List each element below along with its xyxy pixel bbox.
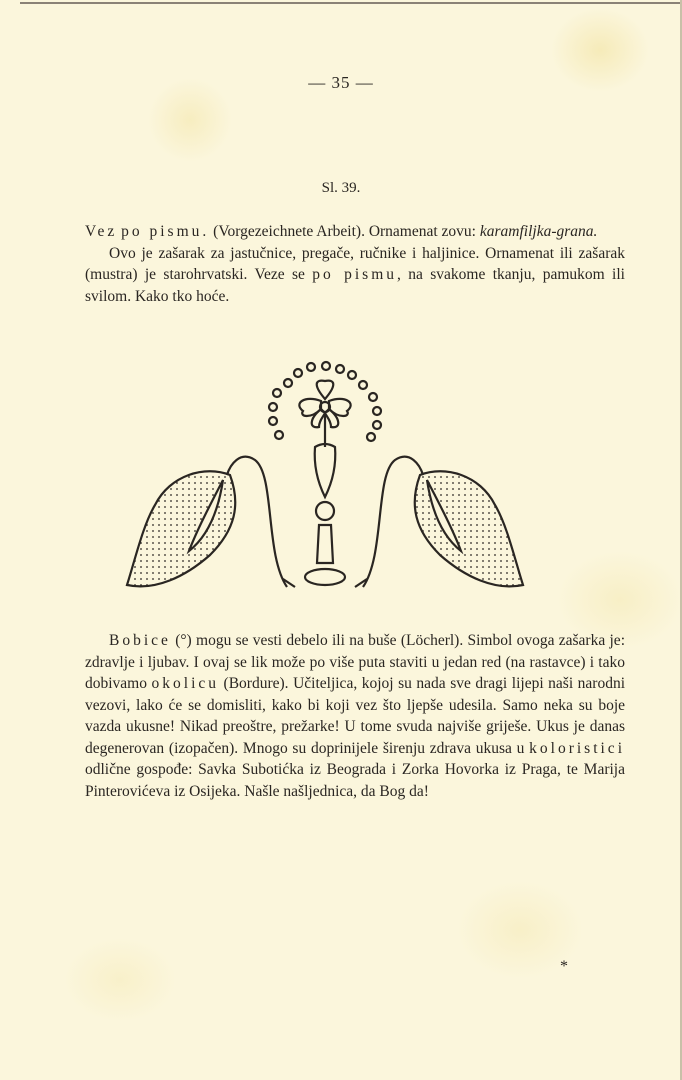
line-3: Bobice (°) mogu se vesti debelo ili na buše (Löcherl). Simbol ovoga zašarka je: zdravlje i ljubav. I ovaj se lik može po više puta staviti u jedan red (na rastavce) i tako dobivamo okolicu (Bordure). Učiteljica, kojoj su nada sve dragi lijepi naši narodni vezovi, lako će se domisliti, kako bi koji vez što ljepše udesila. Samo neka su boje vazda ukusne! Nikad preoštre, prežarke! U tome svuda najviše griješe. Ukus je danas degenerovan (izopačen). Mnogo su doprinijele širenju zdrava ukusa u koloristici odlične gospođe: Savka Subotićka iz Beograda i Zorka Hovorka iz Praga, te Marija Pinterovićeva iz Osijeka. Našle našljednica, da Bog da! bbox=[85, 632, 625, 800]
page-number: — 35 — bbox=[308, 73, 374, 92]
line-2: Ovo je zašarak za jastučnice, pregače, ručnike i haljinice. Ornamenat ili zašarak (mustra) je starohrvatski. Veze se po pismu, na svakome tkanju, pamukom ili svilom. Kako tko hoće. bbox=[85, 244, 625, 305]
embroidery-ornament bbox=[115, 355, 535, 605]
top-edge-line bbox=[20, 2, 682, 4]
paragraph-bottom bbox=[85, 630, 625, 802]
figure-label: Sl. 39. bbox=[321, 180, 361, 196]
asterisk-mark: * bbox=[560, 958, 568, 975]
line-1: Vez po pismu. (Vorgezeichnete Arbeit). Ornamenat zovu: karamfiljka-grana. bbox=[85, 223, 598, 240]
carnation-flower bbox=[299, 381, 350, 447]
paragraph-top bbox=[85, 221, 625, 307]
